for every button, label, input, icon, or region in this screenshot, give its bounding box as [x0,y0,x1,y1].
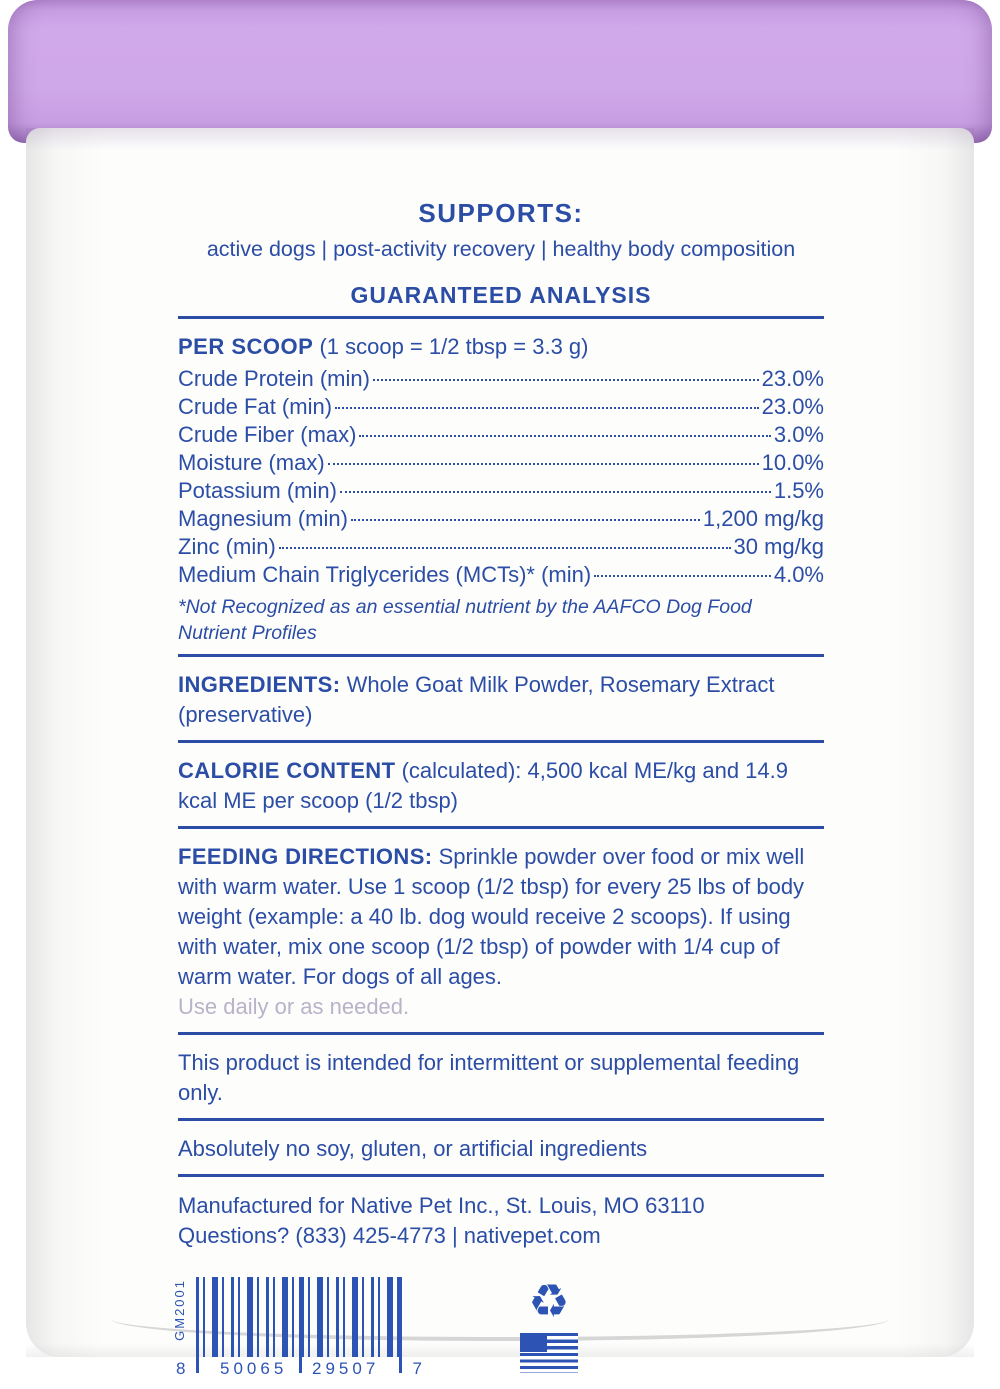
analysis-row [178,506,824,534]
dotted-leader [359,435,770,437]
analysis-label: Moisture (max) [178,450,325,475]
package-marks [520,1274,578,1373]
ingredients-label: INGREDIENTS: [178,672,341,697]
label-panel [172,198,824,1389]
feeding-directions-label: FEEDING DIRECTIONS: [178,844,433,869]
analysis-label: Potassium (min) [178,478,337,503]
divider [178,316,824,319]
dotted-leader [279,547,731,549]
use-daily-note: Use daily or as needed. [178,994,410,1019]
barcode-guard [399,1277,402,1373]
dotted-leader [351,519,700,521]
per-scoop-line [178,334,824,360]
barcode [172,1277,422,1389]
container-lid [8,0,992,143]
analysis-value: 23.0% [761,366,824,391]
analysis-value: 3.0% [773,422,824,447]
ingredients-paragraph [178,670,824,730]
no-artificial-note: Absolutely no soy, gluten, or artificial ingredients [178,1136,648,1161]
manufacturer-block [178,1191,824,1251]
analysis-value: 23.0% [761,394,824,419]
barcode-guard [196,1277,199,1373]
lot-code: GM2001 [172,1279,187,1341]
per-scoop-label: PER SCOOP [178,334,314,359]
divider [178,1032,824,1035]
dotted-leader [594,575,771,577]
analysis-row [178,422,824,450]
calorie-content-text: (calculated): 4,500 kcal ME/kg and 14.9 kcal ME per scoop (1/2 tbsp) [178,758,789,813]
aafco-footnote: *Not Recognized as an essential nutrient by the AAFCO Dog Food Nutrient Profiles [178,596,752,644]
analysis-rows [178,366,824,590]
analysis-row [178,478,824,506]
analysis-label: Crude Fiber (max) [178,422,357,447]
barcode-digits-right: 29507 [312,1359,380,1378]
barcode-row [172,1274,824,1389]
ingredients-text: Whole Goat Milk Powder, Rosemary Extract (preservative) [178,672,775,727]
intermittent-feeding-note: This product is intended for intermittent or supplemental feeding only. [178,1050,800,1105]
recycle-icon: ♻ [528,1274,570,1328]
analysis-label: Crude Fat (min) [178,394,333,419]
analysis-row [178,450,824,478]
analysis-value: 1,200 mg/kg [702,506,824,531]
contact-line: Questions? (833) 425-4773 | nativepet.com [178,1223,601,1248]
analysis-row [178,394,824,422]
us-flag-icon [520,1333,578,1373]
guaranteed-analysis-heading: GUARANTEED ANALYSIS [350,282,652,308]
dotted-leader [335,407,759,409]
feeding-directions-paragraph [178,842,824,1022]
dotted-leader [373,379,759,381]
analysis-row [178,562,824,590]
analysis-value: 10.0% [761,450,824,475]
analysis-value: 30 mg/kg [733,534,824,559]
divider [178,1174,824,1177]
divider [178,654,824,657]
dotted-leader [328,463,759,465]
analysis-value: 4.0% [773,562,824,587]
analysis-label: Crude Protein (min) [178,366,370,391]
analysis-row [178,366,824,394]
per-scoop-note: (1 scoop = 1/2 tbsp = 3.3 g) [319,334,589,359]
divider [178,826,824,829]
analysis-value: 1.5% [773,478,824,503]
analysis-label: Magnesium (min) [178,506,348,531]
divider [178,740,824,743]
manufacturer-line: Manufactured for Native Pet Inc., St. Louis, MO 63110 [178,1193,705,1218]
barcode-digits-left: 50065 [220,1359,288,1378]
feeding-directions-text: Sprinkle powder over food or mix well with warm water. Use 1 scoop (1/2 tbsp) for every 25 lbs of body weight (example: a 40 lb. dog would receive 2 scoops). If using with water, mix one scoop (1/2 tbsp) of powder with 1/4 cup of warm water. For dogs of all ages. [178,844,805,989]
divider [178,1118,824,1121]
supports-heading: SUPPORTS: [418,198,584,228]
analysis-label: Zinc (min) [178,534,276,559]
barcode-guard [299,1277,302,1373]
calorie-content-label: CALORIE CONTENT [178,758,396,783]
dotted-leader [340,491,771,493]
analysis-row [178,534,824,562]
barcode-digit-right: 7 [412,1359,422,1378]
barcode-digit-left: 8 [176,1359,186,1378]
calorie-content-paragraph [178,756,824,816]
analysis-label: Medium Chain Triglycerides (MCTs)* (min) [178,562,592,587]
supports-benefits-line: active dogs | post-activity recovery | healthy body composition [206,237,796,261]
